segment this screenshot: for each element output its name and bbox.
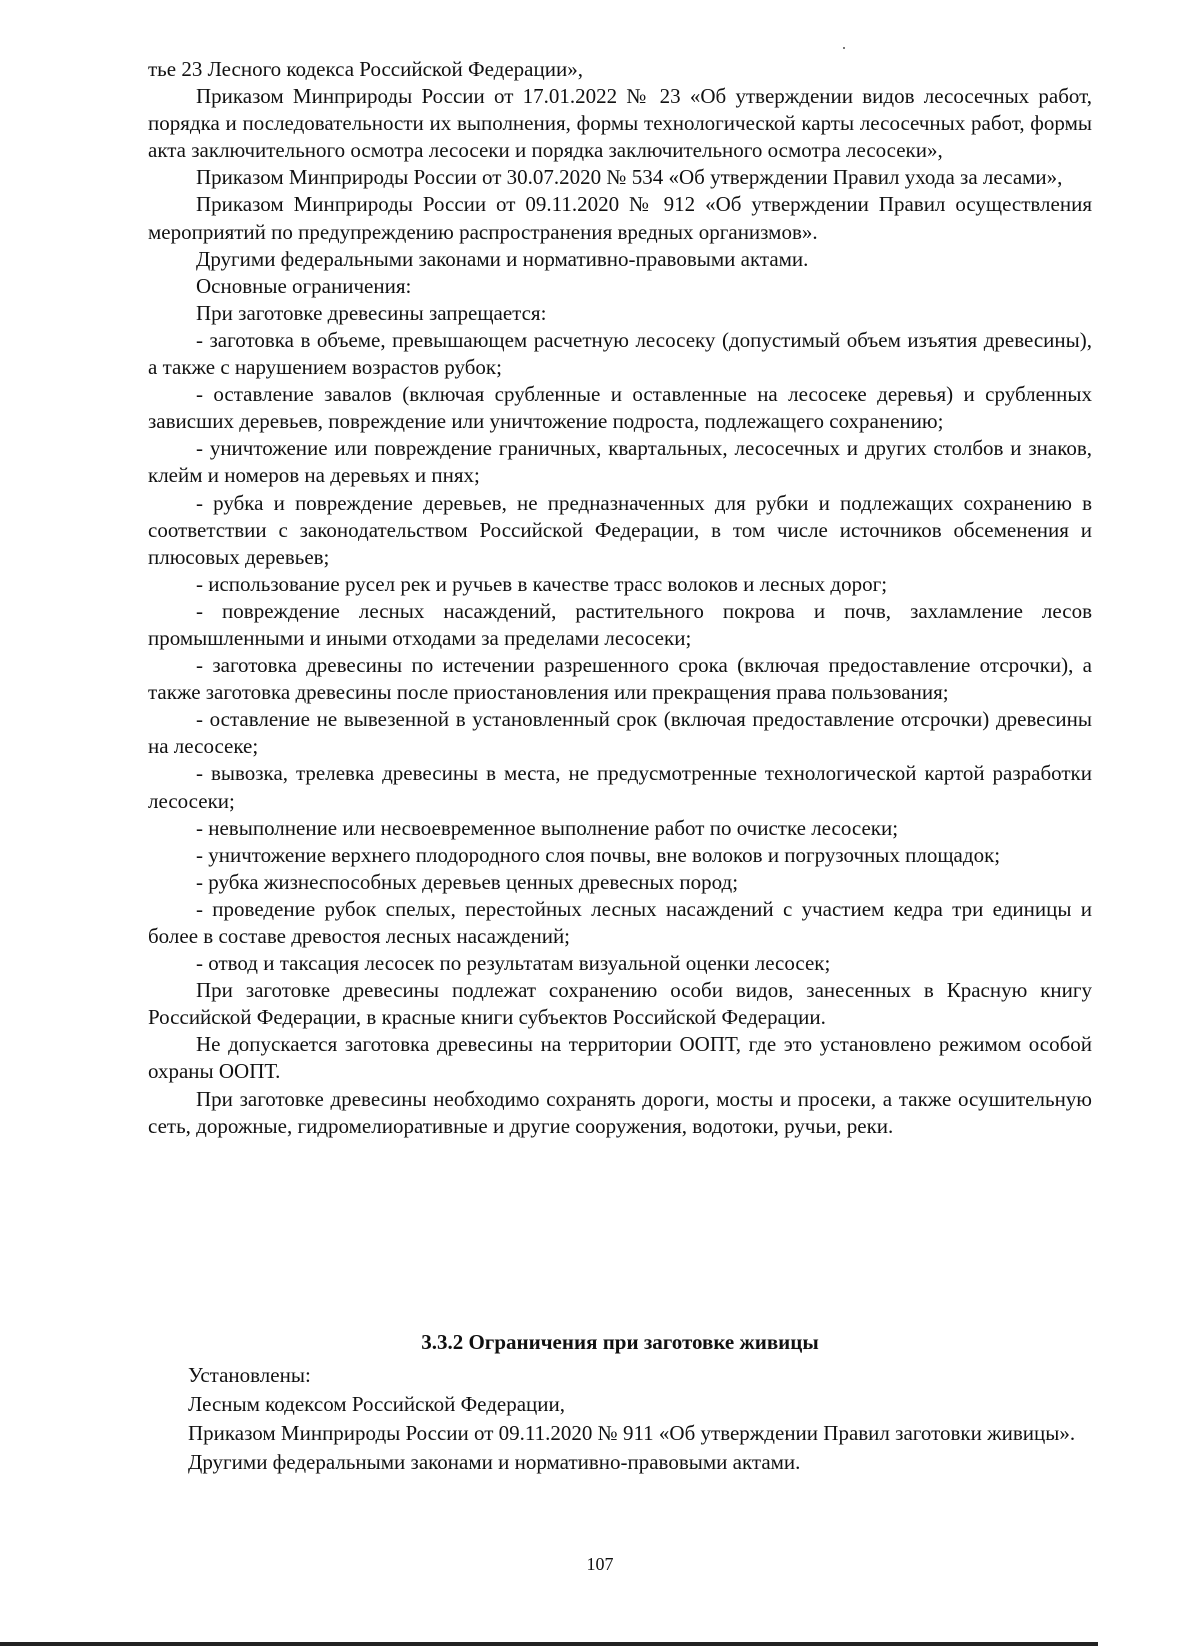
bottom-rule [0, 1642, 1098, 1646]
paragraph: - невыполнение или несвоевременное выполнение работ по очистке лесосеки; [196, 815, 899, 840]
paragraph: - рубка и повреждение деревьев, не предназначенных для рубки и подлежащих сохранению в соответствии с законодательством Российской Федерации, в том числе источников обсеменения и плюсовых деревьев; [148, 490, 1092, 569]
paragraph: - заготовка в объеме, превышающем расчетную лесосеку (допустимый объем изъятия древесины), а также с нарушением возрастов рубок; [148, 327, 1092, 380]
page-number: 107 [586, 1554, 614, 1574]
scan-speck [843, 47, 845, 49]
paragraph: тье 23 Лесного кодекса Российской Федерации», [148, 57, 583, 81]
paragraph: - заготовка древесины по истечении разрешенного срока (включая предоставление отсрочки), а также заготовка древесины после приостановления или прекращения права пользования; [148, 653, 1092, 705]
paragraph: - оставление не вывезенной в установленный срок (включая предоставление отсрочки) древесины на лесосеке; [148, 707, 1092, 759]
paragraph: - отвод и таксация лесосек по результатам визуальной оценки лесосек; [196, 951, 831, 976]
paragraph: Другими федеральными законами и нормативно-правовыми актами. [196, 246, 809, 271]
paragraph: Приказом Минприроды России от 30.07.2020 № 534 «Об утверждении Правил ухода за лесами», [196, 165, 1063, 190]
paragraph: При заготовке древесины подлежат сохранению особи видов, занесенных в Красную книгу Российской Федерации, в красные книги субъектов Российской Федерации. [148, 978, 1092, 1030]
main-text [148, 56, 1092, 1140]
paragraph: - вывозка, трелевка древесины в места, не предусмотренные технологической картой разработки лесосеки; [148, 761, 1092, 813]
paragraph: - оставление завалов (включая срубленные и оставленные на лесосеке деревья) и срубленных зависших деревьев, повреждение или уничтожение подроста, подлежащего сохранению; [148, 382, 1092, 434]
paragraph: Не допускается заготовка древесины на территории ООПТ, где это установлено режимом особой охраны ООПТ. [148, 1032, 1092, 1084]
section-paragraph: Установлены: [188, 1363, 311, 1387]
paragraph: - использование русел рек и ручьев в качестве трасс волоков и лесных дорог; [196, 571, 888, 596]
section-text [140, 1361, 1090, 1477]
paragraph: При заготовке древесины запрещается: [196, 300, 547, 325]
paragraph: - уничтожение верхнего плодородного слоя почвы, вне волоков и погрузочных площадок; [196, 842, 1001, 867]
paragraph: - проведение рубок спелых, перестойных лесных насаждений с участием кедра три единицы и более в составе древостоя лесных насаждений; [148, 896, 1092, 948]
paragraph: - повреждение лесных насаждений, растительного покрова и почв, захламление лесов промышленными и иными отходами за пределами лесосеки; [148, 598, 1092, 650]
section-paragraph: Приказом Минприроды России от 09.11.2020 № 911 «Об утверждении Правил заготовки живицы». [188, 1421, 1076, 1445]
section-paragraph: Лесным кодексом Российской Федерации, [188, 1392, 565, 1416]
paragraph: - рубка жизнеспособных деревьев ценных древесных пород; [196, 869, 739, 894]
paragraph: При заготовке древесины необходимо сохранять дороги, мосты и просеки, а также осушительную сеть, дорожные, гидромелиоративные и другие сооружения, водотоки, ручьи, реки. [148, 1086, 1092, 1138]
section-heading: 3.3.2 Ограничения при заготовке живицы [421, 1330, 819, 1354]
paragraph: Основные ограничения: [196, 273, 412, 298]
paragraph: - уничтожение или повреждение граничных, квартальных, лесосечных и других столбов и знаков, клейм и номеров на деревьях и пнях; [148, 436, 1092, 488]
section-paragraph: Другими федеральными законами и нормативно-правовыми актами. [188, 1450, 801, 1474]
paragraph: Приказом Минприроды России от 17.01.2022 № 23 «Об утверждении видов лесосечных работ, порядка и последовательности их выполнения, формы технологической карты лесосечных работ, формы акта заключительного осмотра лесосеки и порядка заключительного осмотра лесосеки», [148, 84, 1092, 163]
paragraph: Приказом Минприроды России от 09.11.2020 № 912 «Об утверждении Правил осуществления мероприятий по предупреждению распространения вредных организмов». [148, 192, 1092, 244]
